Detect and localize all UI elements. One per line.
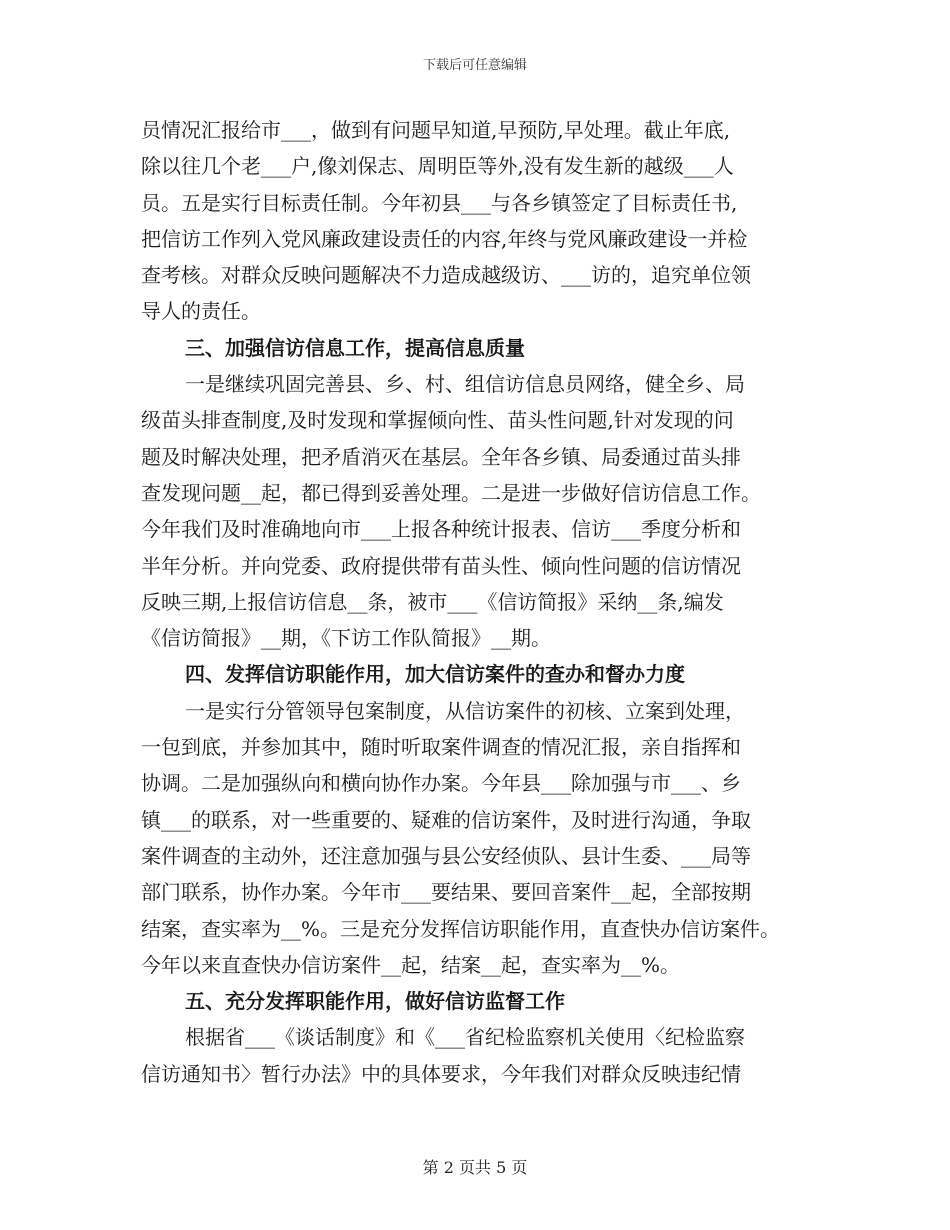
- text-line: 题及时解决处理，把矛盾消灭在基层。全年各乡镇、局委通过苗头排: [141, 444, 741, 469]
- page-footer: 第 2 页共 5 页: [422, 1158, 528, 1177]
- text-line: 镇___的联系，对一些重要的、疑难的信访案件，及时进行沟通，争取: [141, 807, 751, 832]
- text-line: 《信访简报》__期，《下访工作队简报》__期。: [141, 626, 551, 651]
- text-line: 今年以来直查快办信访案件__起，结案__起，查实率为__%。: [141, 952, 681, 977]
- text-line: 反映三期,上报信访信息__条，被市___《信访简报》采纳__条,编发: [141, 589, 724, 614]
- section-heading: 五、充分发挥职能作用，做好信访监督工作: [185, 989, 565, 1014]
- text-line: 级苗头排查制度,及时发现和掌握倾向性、苗头性问题,针对发现的问: [141, 408, 734, 433]
- text-line: 半年分析。并向党委、政府提供带有苗头性、倾向性问题的信访情况: [141, 553, 741, 578]
- document-body: [141, 112, 813, 1092]
- text-line: 部门联系，协作办案。今年市___要结果、要回音案件__起，全部按期: [141, 880, 751, 905]
- text-line: 协调。二是加强纵向和横向协作办案。今年县___除加强与市___、乡: [141, 771, 741, 796]
- text-line: 信访通知书〉暂行办法》中的具体要求，今年我们对群众反映违纪情: [141, 1061, 741, 1086]
- text-line: 一是实行分管领导包案制度，从信访案件的初核、立案到处理，: [185, 698, 745, 723]
- text-line: 案件调查的主动外，还注意加强与县公安经侦队、县计生委、___局等: [141, 843, 751, 868]
- section-heading: 四、发挥信访职能作用，加大信访案件的查办和督办力度: [185, 662, 685, 687]
- text-line: 查考核。对群众反映问题解决不力造成越级访、___访的，追究单位领: [141, 263, 751, 288]
- text-line: 根据省___《谈话制度》和《___省纪检监察机关使用〈纪检监察: [185, 1025, 745, 1050]
- text-line: 一包到底，并参加其中，随时听取案件调查的情况汇报，亲自指挥和: [141, 735, 741, 760]
- text-line: 除以往几个老___户,像刘保志、周明臣等外,没有发生新的越级___人: [141, 154, 734, 179]
- text-line: 导人的责任。: [141, 299, 261, 324]
- text-line: 把信访工作列入党风廉政建设责任的内容,年终与党风廉政建设一并检: [141, 226, 748, 251]
- text-line: 员。五是实行目标责任制。今年初县___与各乡镇签定了目标责任书,: [141, 190, 738, 215]
- text-line: 今年我们及时准确地向市___上报各种统计报表、信访___季度分析和: [141, 517, 741, 542]
- text-line: 一是继续巩固完善县、乡、村、组信访信息员网络，健全乡、局: [185, 372, 745, 397]
- section-heading: 三、加强信访信息工作，提高信息质量: [185, 335, 525, 360]
- text-line: 结案，查实率为__%。三是充分发挥信访职能作用，直查快办信访案件。: [141, 916, 781, 941]
- text-line: 查发现问题__起，都已得到妥善处理。二是进一步做好信访信息工作。: [141, 480, 761, 505]
- page-header: 下载后可任意编辑: [422, 58, 527, 73]
- text-line: 员情况汇报给市___，做到有问题早知道,早预防,早处理。截止年底,: [141, 118, 731, 142]
